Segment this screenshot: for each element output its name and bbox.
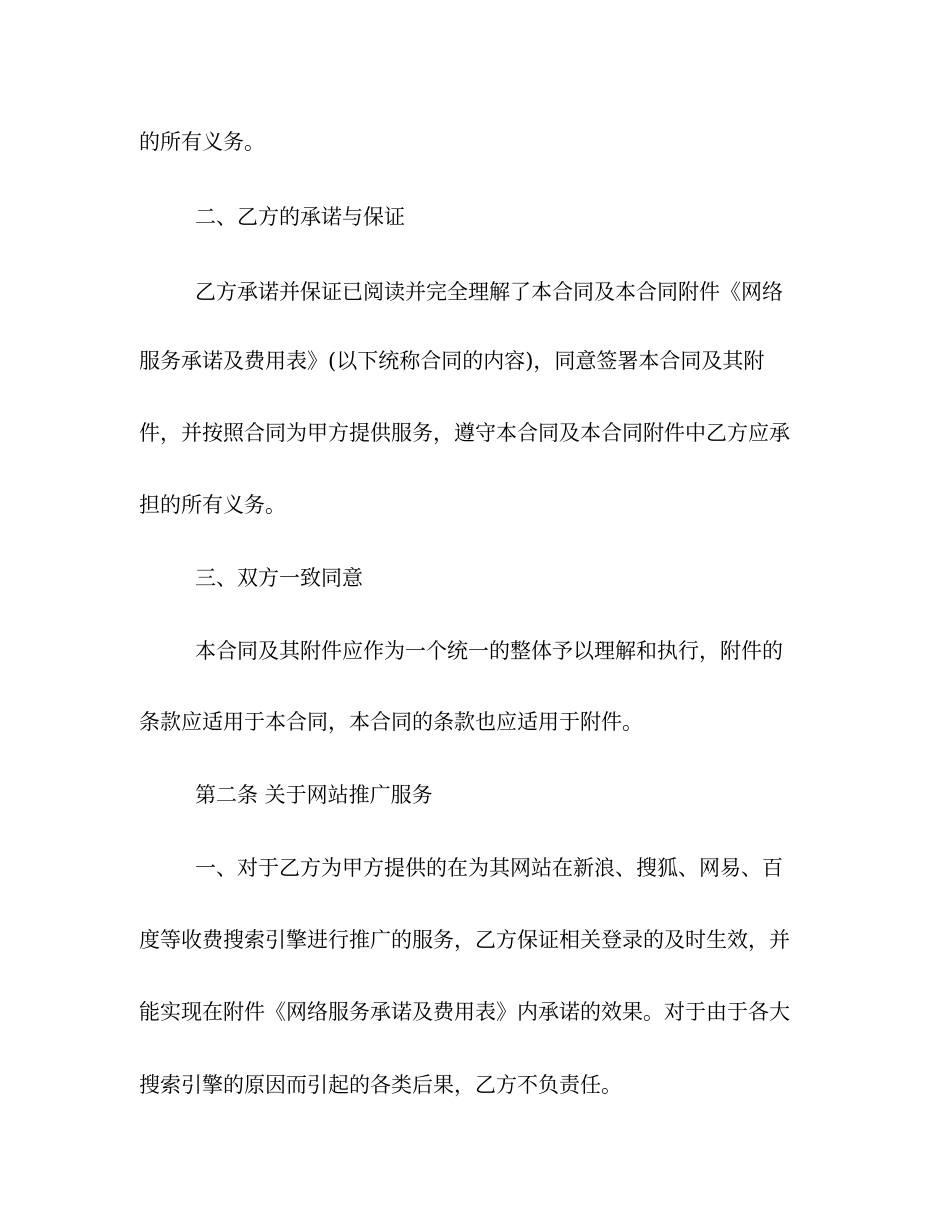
paragraph-line: 度等收费搜索引擎进行推广的服务，乙方保证相关登录的及时生效，并 [139, 928, 790, 952]
paragraph-line: 乙方承诺并保证已阅读并完全理解了本合同及本合同附件《网络 [195, 280, 783, 304]
paragraph-line: 一、对于乙方为甲方提供的在为其网站在新浪、搜狐、网易、百 [195, 856, 783, 880]
paragraph-line: 本合同及其附件应作为一个统一的整体予以理解和执行，附件的 [195, 639, 783, 663]
section-heading: 二、乙方的承诺与保证 [195, 205, 405, 229]
paragraph-line: 担的所有义务。 [139, 493, 286, 517]
section-heading: 三、双方一致同意 [195, 566, 363, 590]
paragraph-line: 服务承诺及费用表》(以下统称合同的内容)，同意签署本合同及其附 [139, 349, 765, 373]
article-heading: 第二条 关于网站推广服务 [195, 783, 433, 807]
paragraph-line: 件，并按照合同为甲方提供服务，遵守本合同及本合同附件中乙方应承 [139, 421, 790, 445]
paragraph-line: 搜索引擎的原因而引起的各类后果，乙方不负责任。 [139, 1073, 622, 1097]
paragraph-line: 能实现在附件《网络服务承诺及费用表》内承诺的效果。对于由于各大 [139, 1000, 790, 1024]
text-line: 的所有义务。 [139, 130, 265, 154]
paragraph-line: 条款应适用于本合同，本合同的条款也应适用于附件。 [139, 710, 643, 734]
